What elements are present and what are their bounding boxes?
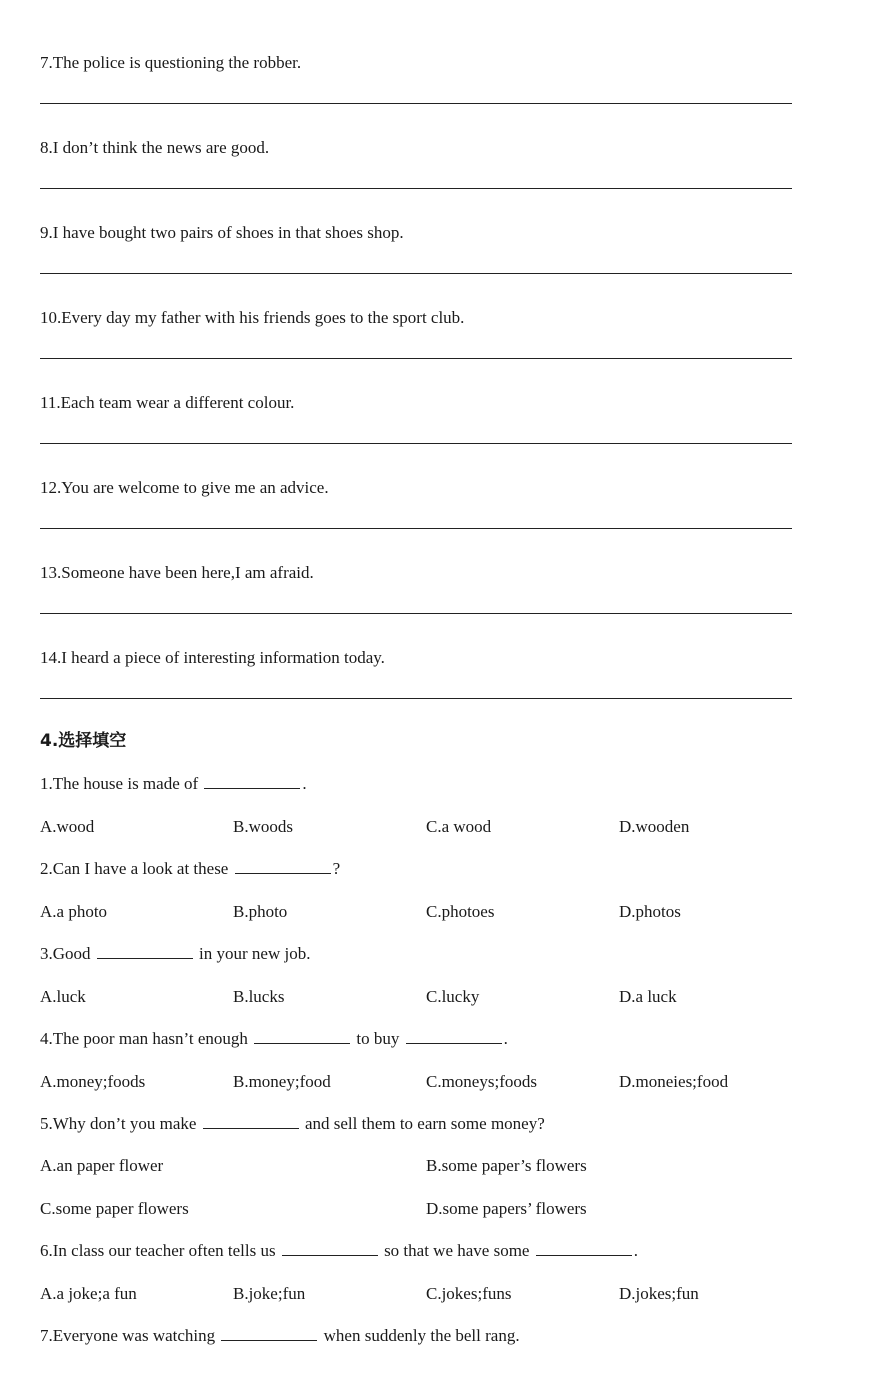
answer-line[interactable] (40, 103, 792, 104)
fill-blank[interactable] (406, 1029, 502, 1044)
correction-item-12 (40, 478, 792, 498)
correction-sentence: 12.You are welcome to give me an advice. (40, 478, 329, 497)
option-a[interactable]: A.luck (40, 987, 86, 1006)
option-d[interactable]: D.jokes;fun (619, 1284, 699, 1303)
fill-blank[interactable] (235, 859, 331, 874)
option-b[interactable]: B.woods (233, 817, 293, 836)
correction-item-10 (40, 308, 792, 328)
stem-text: so that we have some (379, 1241, 534, 1260)
answer-line[interactable] (40, 528, 792, 529)
answer-line[interactable] (40, 698, 792, 699)
answer-line[interactable] (40, 358, 792, 359)
correction-sentence: 14.I heard a piece of interesting information today. (40, 648, 385, 667)
option-d[interactable]: D.wooden (619, 817, 690, 836)
answer-line[interactable] (40, 443, 792, 444)
question-5-stem (40, 1114, 545, 1134)
option-d[interactable]: D.a luck (619, 987, 677, 1006)
correction-item-8 (40, 138, 792, 158)
stem-text: and sell them to earn some money? (300, 1114, 545, 1133)
correction-sentence: 9.I have bought two pairs of shoes in that shoes shop. (40, 223, 404, 242)
option-b[interactable]: B.lucks (233, 987, 285, 1006)
answer-line[interactable] (40, 188, 792, 189)
fill-blank[interactable] (97, 944, 193, 959)
stem-text: ? (332, 859, 341, 878)
option-d[interactable]: D.photos (619, 902, 681, 921)
correction-sentence: 10.Every day my father with his friends goes to the sport club. (40, 308, 465, 327)
option-c[interactable]: C.jokes;funs (426, 1284, 512, 1303)
correction-sentence: 8.I don’t think the news are good. (40, 138, 270, 157)
fill-blank[interactable] (204, 774, 300, 789)
section-heading: 4.选择填空 (40, 731, 127, 751)
answer-line[interactable] (40, 613, 792, 614)
stem-text: to buy (352, 1029, 404, 1048)
correction-item-7 (40, 53, 792, 73)
stem-text: 3.Good (40, 944, 95, 963)
option-b[interactable]: B.joke;fun (233, 1284, 306, 1303)
fill-blank[interactable] (203, 1114, 299, 1129)
correction-sentence: 13.Someone have been here,I am afraid. (40, 563, 314, 582)
question-3-stem (40, 944, 310, 964)
option-b[interactable]: B.money;food (233, 1072, 331, 1091)
option-d[interactable]: D.some papers’ flowers (426, 1199, 587, 1218)
stem-text: 1.The house is made of (40, 774, 203, 793)
option-a[interactable]: A.a photo (40, 902, 108, 921)
stem-text: 4.The poor man hasn’t enough (40, 1029, 253, 1048)
stem-text: . (302, 774, 307, 793)
option-c[interactable]: C.photoes (426, 902, 495, 921)
option-a[interactable]: A.wood (40, 817, 95, 836)
stem-text: when suddenly the bell rang. (319, 1326, 520, 1345)
option-a[interactable]: A.money;foods (40, 1072, 146, 1091)
fill-blank[interactable] (254, 1029, 350, 1044)
question-1-stem (40, 774, 307, 794)
answer-line[interactable] (40, 273, 792, 274)
correction-sentence: 7.The police is questioning the robber. (40, 53, 302, 72)
option-b[interactable]: B.some paper’s flowers (426, 1156, 587, 1175)
correction-sentence: 11.Each team wear a different colour. (40, 393, 295, 412)
correction-item-14 (40, 648, 792, 668)
option-c[interactable]: C.lucky (426, 987, 480, 1006)
option-a[interactable]: A.an paper flower (40, 1156, 164, 1175)
stem-text: . (633, 1241, 638, 1260)
fill-blank[interactable] (282, 1241, 378, 1256)
stem-text: 6.In class our teacher often tells us (40, 1241, 280, 1260)
fill-blank[interactable] (221, 1326, 317, 1341)
stem-text: 2.Can I have a look at these (40, 859, 233, 878)
stem-text: in your new job. (194, 944, 311, 963)
option-d[interactable]: D.moneies;food (619, 1072, 729, 1091)
question-7-stem (40, 1326, 520, 1346)
option-c[interactable]: C.moneys;foods (426, 1072, 537, 1091)
question-6-stem (40, 1241, 638, 1261)
correction-item-11 (40, 393, 792, 413)
stem-text: 7.Everyone was watching (40, 1326, 220, 1345)
question-4-stem (40, 1029, 508, 1049)
option-c[interactable]: C.a wood (426, 817, 492, 836)
correction-item-13 (40, 563, 792, 583)
correction-item-9 (40, 223, 792, 243)
stem-text: . (503, 1029, 508, 1048)
option-c[interactable]: C.some paper flowers (40, 1199, 189, 1218)
fill-blank[interactable] (536, 1241, 632, 1256)
question-2-stem (40, 859, 340, 879)
option-b[interactable]: B.photo (233, 902, 288, 921)
stem-text: 5.Why don’t you make (40, 1114, 201, 1133)
option-a[interactable]: A.a joke;a fun (40, 1284, 137, 1303)
